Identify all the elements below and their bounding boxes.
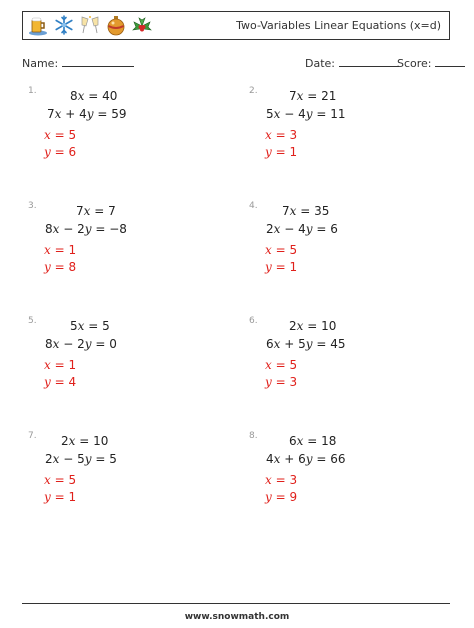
equation-1: 6x = 18 [289,434,337,448]
problem-3 [28,201,228,281]
footer-divider [22,603,450,604]
name-label: Name: [22,57,59,70]
answer-x: x = 1 [44,358,77,372]
problem-number: 5. [28,316,37,326]
problem-number: 1. [28,86,37,96]
equation-2: 8x − 2y = −8 [45,222,127,236]
worksheet-title: Two-Variables Linear Equations (x=d) [236,19,441,32]
score-blank[interactable] [435,57,465,67]
equation-2: 2x − 5y = 5 [45,452,117,466]
problem-1 [28,86,228,166]
answer-x: x = 3 [265,128,298,142]
problem-2 [249,86,449,166]
worksheet-header [22,11,450,40]
problem-7 [28,431,228,511]
champagne-glasses-icon [79,14,101,36]
equation-2: 6x + 5y = 45 [266,337,346,351]
problem-5 [28,316,228,396]
problem-number: 6. [249,316,258,326]
problem-8 [249,431,449,511]
equation-1: 2x = 10 [289,319,337,333]
answer-y: y = 1 [265,145,298,159]
answer-x: x = 5 [44,473,77,487]
answer-y: y = 3 [265,375,298,389]
beer-mug-icon [27,14,49,36]
problem-6 [249,316,449,396]
date-field[interactable] [305,57,399,70]
equation-2: 7x + 4y = 59 [47,107,127,121]
answer-y: y = 9 [265,490,298,504]
answer-y: y = 6 [44,145,77,159]
problem-number: 8. [249,431,258,441]
problem-4 [249,201,449,281]
equation-1: 7x = 7 [76,204,116,218]
answer-y: y = 1 [44,490,77,504]
decoration-icons [27,14,153,38]
snowflake-icon [53,14,75,36]
date-blank[interactable] [339,57,399,67]
equation-2: 5x − 4y = 11 [266,107,346,121]
footer-url[interactable]: www.snowmath.com [184,612,290,622]
equation-2: 8x − 2y = 0 [45,337,117,351]
equation-2: 2x − 4y = 6 [266,222,338,236]
ornament-ball-icon [105,14,127,36]
answer-y: y = 1 [265,260,298,274]
holly-icon [131,14,153,36]
score-label: Score: [397,57,432,70]
problem-number: 4. [249,201,258,211]
name-field[interactable] [22,57,134,70]
date-label: Date: [305,57,335,70]
equation-1: 8x = 40 [70,89,118,103]
answer-y: y = 4 [44,375,77,389]
equation-1: 5x = 5 [70,319,110,333]
problem-number: 7. [28,431,37,441]
answer-x: x = 1 [44,243,77,257]
equation-1: 7x = 21 [289,89,337,103]
equation-2: 4x + 6y = 66 [266,452,346,466]
equation-1: 7x = 35 [282,204,330,218]
answer-x: x = 5 [44,128,77,142]
problem-number: 3. [28,201,37,211]
equation-1: 2x = 10 [61,434,109,448]
problem-number: 2. [249,86,258,96]
name-blank[interactable] [62,57,134,67]
answer-x: x = 5 [265,243,298,257]
answer-x: x = 3 [265,473,298,487]
answer-x: x = 5 [265,358,298,372]
answer-y: y = 8 [44,260,77,274]
score-field[interactable] [397,57,465,70]
